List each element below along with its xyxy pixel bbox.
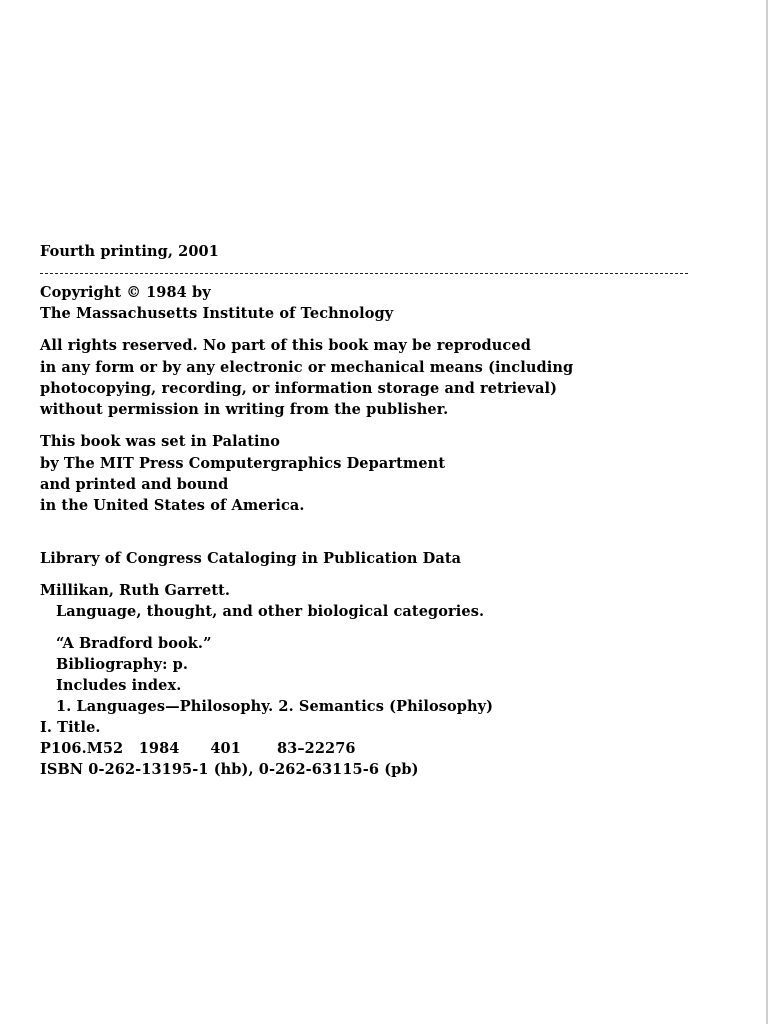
rights-line: in any form or by any electronic or mechanical means (including bbox=[40, 359, 574, 376]
cip-title-entry: I. Title. bbox=[40, 719, 101, 736]
copyright-line: Copyright © 1984 by bbox=[40, 284, 211, 301]
cip-subjects: 1. Languages—Philosophy. 2. Semantics (Philosophy) bbox=[56, 698, 494, 715]
separator-rule bbox=[40, 273, 688, 274]
typesetting-line: by The MIT Press Computergraphics Department bbox=[40, 455, 446, 472]
copyright-holder: The Massachusetts Institute of Technology bbox=[40, 305, 394, 322]
cip-author: Millikan, Ruth Garrett. bbox=[40, 582, 231, 599]
rights-line: All rights reserved. No part of this book may be reproduced bbox=[40, 337, 531, 354]
cip-title: Language, thought, and other biological categories. bbox=[56, 603, 485, 620]
printing-line: Fourth printing, 2001 bbox=[40, 243, 219, 260]
rights-line: without permission in writing from the publisher. bbox=[40, 401, 449, 418]
cip-note: “A Bradford book.” bbox=[56, 635, 212, 652]
cip-note: Includes index. bbox=[56, 677, 182, 694]
cip-heading: Library of Congress Cataloging in Publication Data bbox=[40, 550, 462, 567]
cip-call-number: P106.M52 1984 401 83–22276 bbox=[40, 740, 356, 757]
cip-isbn: ISBN 0-262-13195-1 (hb), 0-262-63115-6 (pb) bbox=[40, 761, 419, 778]
typesetting-line: in the United States of America. bbox=[40, 497, 305, 514]
typesetting-line: and printed and bound bbox=[40, 476, 229, 493]
cip-note: Bibliography: p. bbox=[56, 656, 189, 673]
typesetting-line: This book was set in Palatino bbox=[40, 433, 281, 450]
rights-line: photocopying, recording, or information storage and retrieval) bbox=[40, 380, 558, 397]
